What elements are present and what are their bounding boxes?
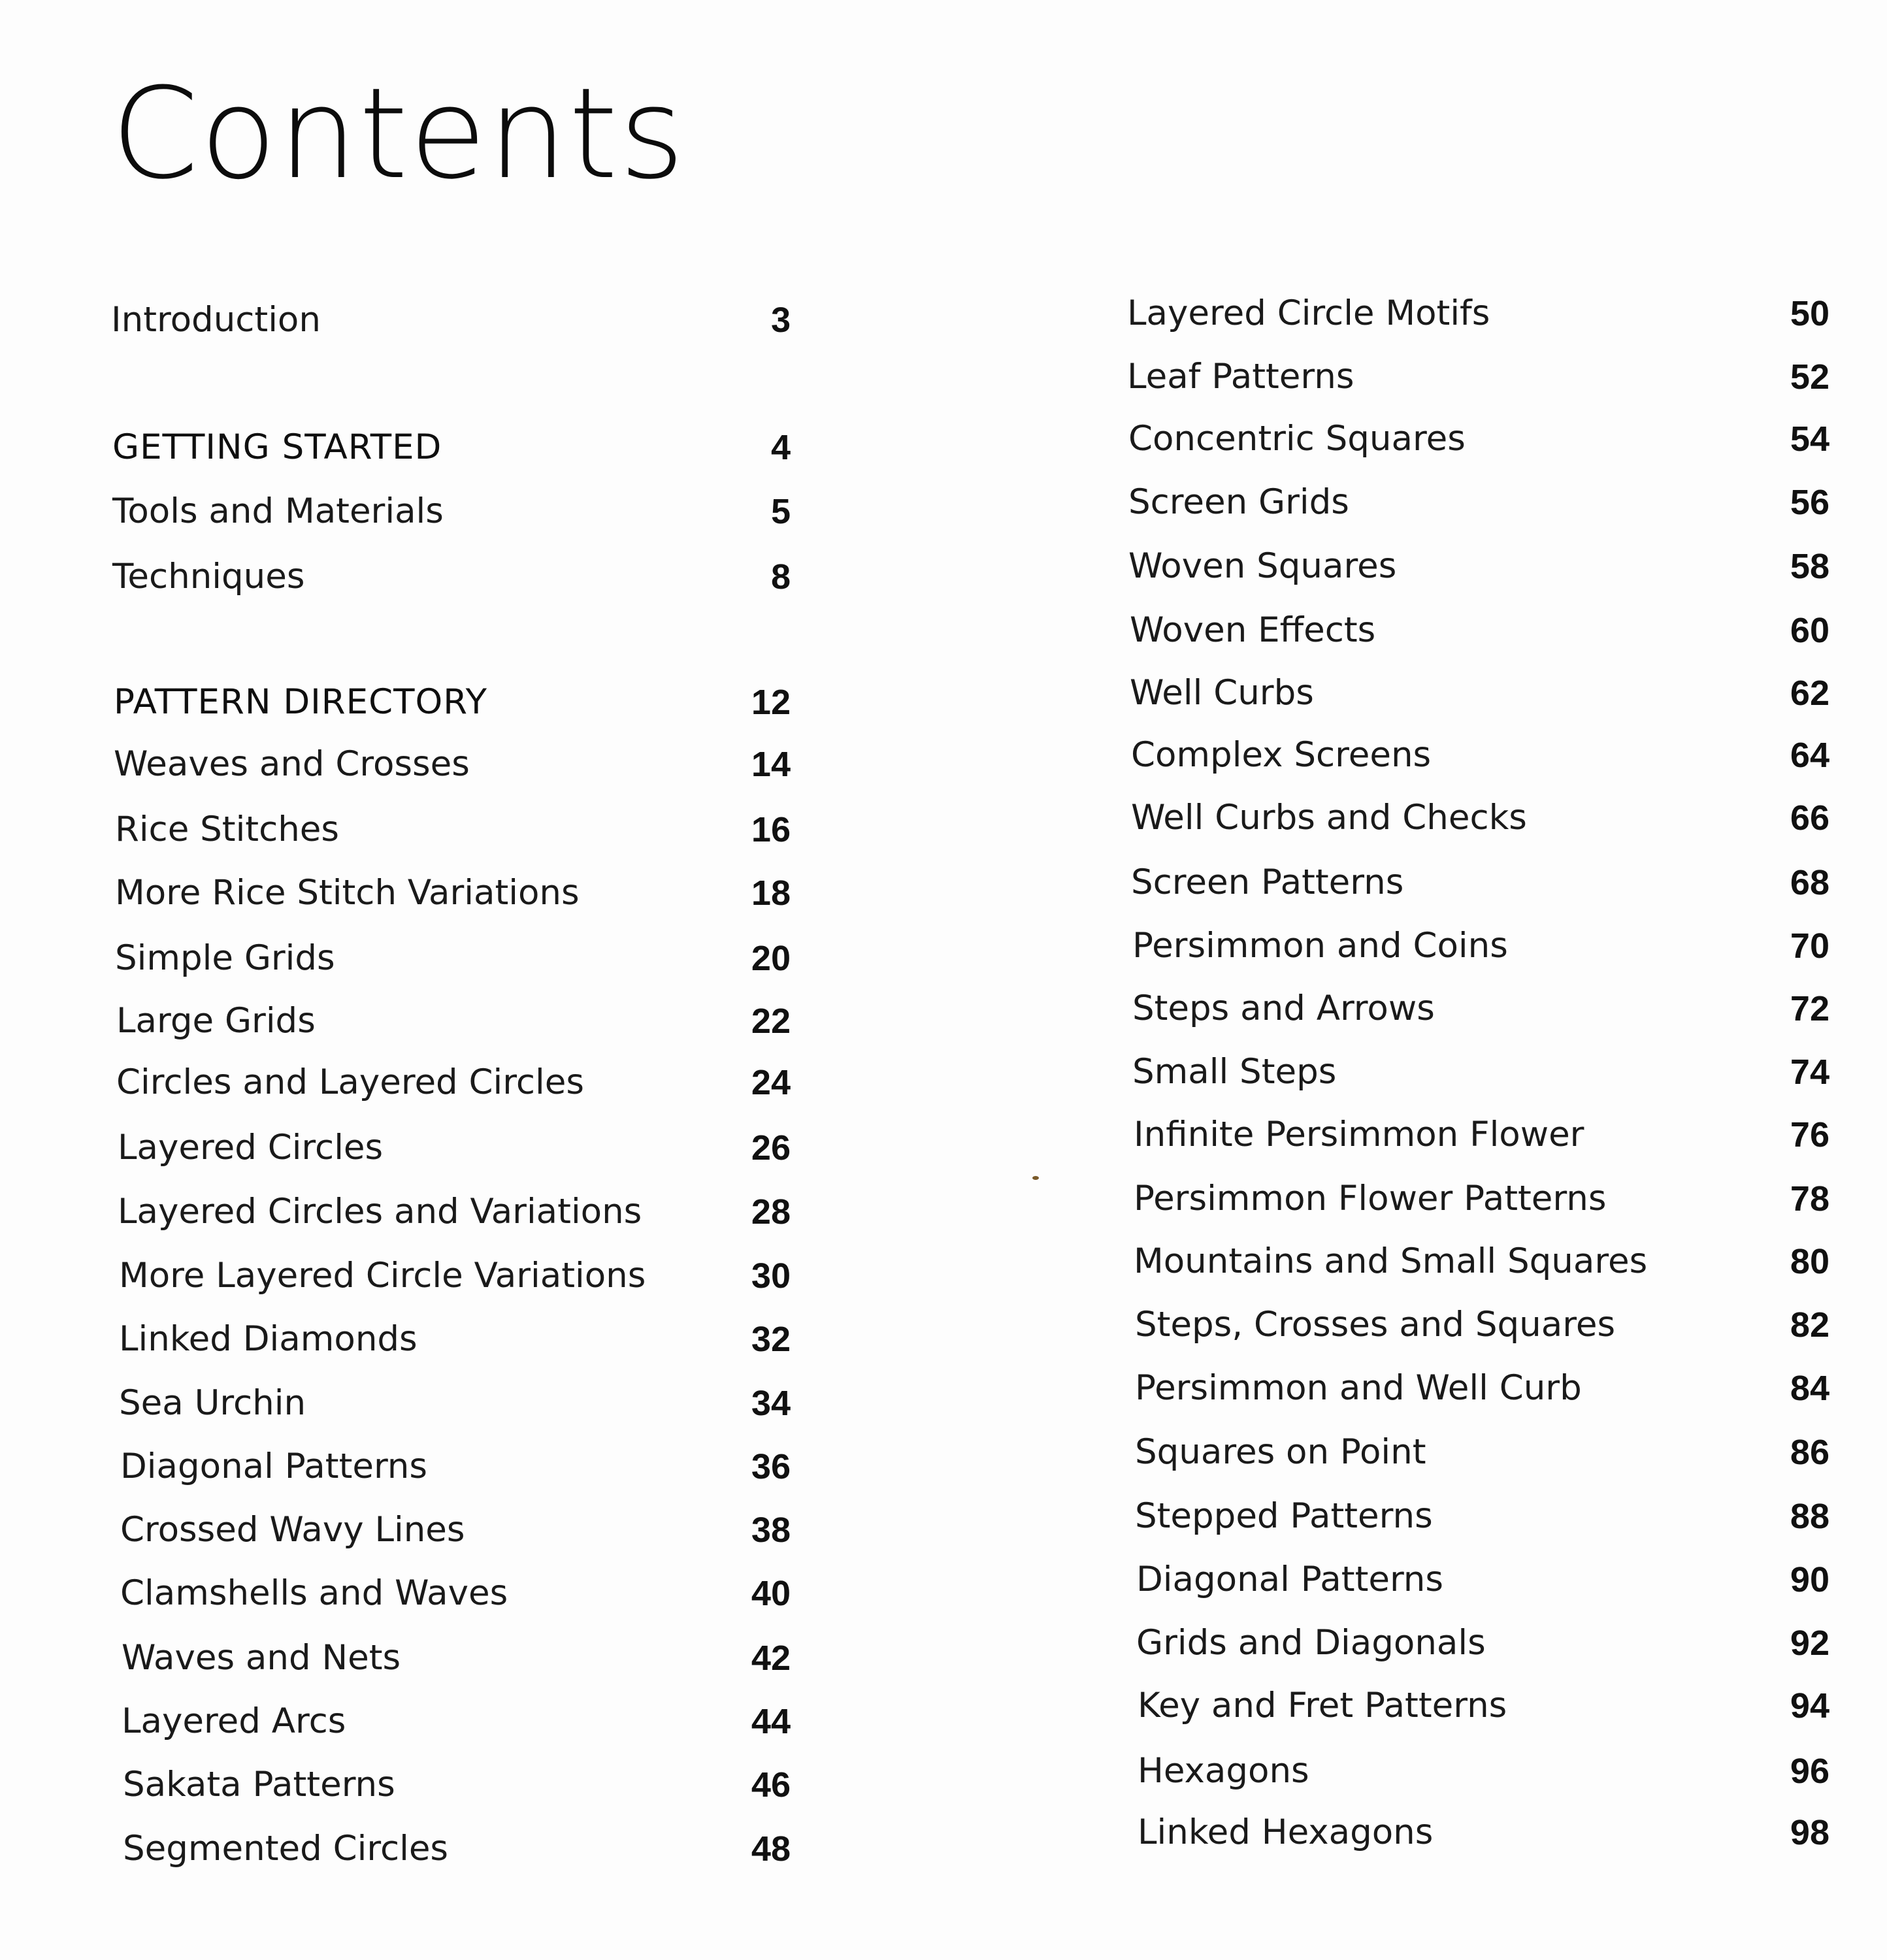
toc-page-number: 20 <box>751 939 791 978</box>
toc-entry <box>111 1826 830 1872</box>
toc-page-number: 52 <box>1790 357 1830 397</box>
toc-right-column <box>1127 0 1843 1960</box>
toc-entry-title: Screen Grids <box>1128 482 1349 522</box>
toc-page-number: 16 <box>751 810 791 849</box>
toc-entry-title: Layered Circle Motifs <box>1127 293 1490 333</box>
toc-page-number: 12 <box>751 683 791 722</box>
toc-entry <box>111 1444 830 1490</box>
toc-entry-title: Large Grids <box>116 1001 316 1041</box>
toc-entry <box>111 1699 830 1744</box>
toc-entry-title: Concentric Squares <box>1128 419 1466 459</box>
toc-page-number: 68 <box>1790 863 1830 902</box>
toc-page-number: 24 <box>751 1063 791 1102</box>
toc-entry <box>1127 1810 1843 1855</box>
toc-entry <box>111 1762 830 1808</box>
toc-page-number: 48 <box>751 1829 791 1869</box>
paper-speck <box>1032 1176 1039 1180</box>
toc-entry <box>111 489 830 534</box>
toc-page-number: 70 <box>1790 926 1830 966</box>
toc-page-number: 66 <box>1790 798 1830 838</box>
toc-page-number: 18 <box>751 874 791 913</box>
toc-page-number: 64 <box>1790 736 1830 775</box>
toc-page-number: 56 <box>1790 483 1830 522</box>
toc-entry <box>1127 1494 1843 1539</box>
toc-page-number: 72 <box>1790 989 1830 1028</box>
toc-entry <box>1127 1683 1843 1729</box>
toc-page-number: 76 <box>1790 1115 1830 1154</box>
toc-entry-title: Persimmon and Coins <box>1132 926 1508 966</box>
toc-left-column <box>111 0 830 1960</box>
toc-entry <box>111 1507 830 1553</box>
toc-page-number: 14 <box>751 745 791 784</box>
toc-page-number: 82 <box>1790 1305 1830 1345</box>
toc-entry-title: Simple Grids <box>115 938 335 978</box>
toc-entry-title: Introduction <box>111 300 321 340</box>
toc-entry-title: Sakata Patterns <box>123 1765 395 1805</box>
toc-entry <box>1127 1176 1843 1222</box>
toc-page-number: 54 <box>1790 419 1830 459</box>
toc-entry-title: More Rice Stitch Variations <box>115 873 580 913</box>
toc-entry-title: Circles and Layered Circles <box>116 1062 584 1102</box>
toc-entry-title: Weaves and Crosses <box>114 744 470 784</box>
toc-page-number: 50 <box>1790 294 1830 333</box>
toc-entry-title: Persimmon and Well Curb <box>1135 1368 1582 1408</box>
page-title: Contents <box>111 61 686 207</box>
toc-page-number: 40 <box>751 1574 791 1613</box>
toc-entry <box>1127 670 1843 716</box>
toc-entry-title: Key and Fret Patterns <box>1138 1686 1507 1725</box>
toc-page-number: 94 <box>1790 1686 1830 1725</box>
toc-entry-title: Steps and Arrows <box>1132 988 1435 1028</box>
toc-entry <box>1127 354 1843 400</box>
toc-entry-title: Crossed Wavy Lines <box>120 1510 465 1550</box>
toc-page-number: 30 <box>751 1256 791 1296</box>
toc-entry <box>111 1316 830 1362</box>
toc-entry-title: Steps, Crosses and Squares <box>1135 1305 1616 1345</box>
toc-entry <box>1127 544 1843 589</box>
toc-page-number: 42 <box>751 1639 791 1678</box>
toc-entry-title: Hexagons <box>1138 1751 1309 1791</box>
toc-page-number: 86 <box>1790 1433 1830 1472</box>
toc-entry-title: Sea Urchin <box>119 1383 306 1423</box>
toc-page-number: 28 <box>751 1192 791 1232</box>
toc-entry <box>1127 860 1843 906</box>
toc-entry <box>1127 1557 1843 1603</box>
toc-entry <box>111 297 830 343</box>
toc-entry <box>1127 795 1843 841</box>
toc-page-number: 92 <box>1790 1624 1830 1663</box>
toc-page-number: 4 <box>770 428 791 467</box>
toc-entry-title: Linked Hexagons <box>1138 1812 1434 1852</box>
toc-entry-title: Grids and Diagonals <box>1136 1623 1486 1663</box>
toc-page-number: 84 <box>1790 1369 1830 1408</box>
toc-entry-title: Woven Effects <box>1130 610 1376 650</box>
toc-entry-title: PATTERN DIRECTORY <box>114 682 487 722</box>
toc-entry-title: Complex Screens <box>1131 735 1432 775</box>
toc-entry-title: Layered Arcs <box>122 1701 346 1741</box>
toc-entry <box>111 554 830 600</box>
toc-page-number: 26 <box>751 1128 791 1168</box>
toc-entry <box>1127 1239 1843 1284</box>
toc-page-number: 88 <box>1790 1497 1830 1536</box>
toc-entry-title: Clamshells and Waves <box>120 1573 508 1613</box>
toc-entry <box>1127 480 1843 525</box>
toc-entry <box>111 1380 830 1426</box>
toc-page-number: 36 <box>751 1447 791 1486</box>
toc-entry-title: Infinite Persimmon Flower <box>1134 1115 1584 1154</box>
toc-entry <box>111 870 830 916</box>
toc-entry-title: Diagonal Patterns <box>120 1446 428 1486</box>
toc-entry <box>1127 1429 1843 1475</box>
toc-entry <box>1127 1620 1843 1666</box>
toc-page-number: 96 <box>1790 1752 1830 1791</box>
toc-entry-title: Screen Patterns <box>1131 862 1404 902</box>
toc-page-number: 38 <box>751 1511 791 1550</box>
toc-entry <box>1127 1748 1843 1794</box>
toc-entry-title: Stepped Patterns <box>1135 1496 1433 1536</box>
toc-page-number: 74 <box>1790 1053 1830 1092</box>
toc-entry <box>111 936 830 981</box>
toc-entry-title: Waves and Nets <box>122 1638 401 1678</box>
toc-entry <box>1127 986 1843 1032</box>
toc-entry-title: Layered Circles and Variations <box>118 1192 642 1232</box>
toc-page-number: 46 <box>751 1765 791 1805</box>
toc-entry <box>111 1635 830 1681</box>
toc-page-number: 80 <box>1790 1242 1830 1281</box>
toc-entry-title: Techniques <box>112 557 305 596</box>
toc-entry <box>1127 1365 1843 1411</box>
toc-entry-title: Persimmon Flower Patterns <box>1134 1179 1607 1218</box>
toc-entry <box>1127 608 1843 653</box>
toc-entry <box>1127 291 1843 336</box>
toc-page-number: 32 <box>751 1320 791 1359</box>
toc-page-number: 3 <box>770 301 791 340</box>
toc-entry <box>1127 416 1843 462</box>
toc-entry <box>1127 923 1843 969</box>
toc-entry-title: Small Steps <box>1132 1052 1337 1092</box>
toc-entry-title: Diagonal Patterns <box>1136 1560 1444 1599</box>
toc-entry <box>1127 1049 1843 1095</box>
toc-entry <box>111 807 830 853</box>
toc-page-number: 5 <box>770 492 791 531</box>
toc-entry <box>111 1253 830 1299</box>
toc-entry-title: Woven Squares <box>1128 546 1397 586</box>
toc-entry-title: Rice Stitches <box>115 809 340 849</box>
toc-entry <box>111 1189 830 1235</box>
toc-entry-title: GETTING STARTED <box>112 427 442 467</box>
toc-entry-title: More Layered Circle Variations <box>119 1256 646 1296</box>
toc-page-number: 98 <box>1790 1813 1830 1852</box>
toc-entry-title: Tools and Materials <box>112 491 444 531</box>
toc-page-number: 62 <box>1790 674 1830 713</box>
toc-section-heading <box>111 425 830 470</box>
toc-page-number: 58 <box>1790 547 1830 586</box>
toc-entry <box>1127 1302 1843 1348</box>
toc-page-number: 8 <box>770 557 791 596</box>
toc-entry <box>111 1571 830 1616</box>
toc-entry <box>1127 1112 1843 1158</box>
toc-section-heading <box>111 679 830 725</box>
toc-entry-title: Layered Circles <box>118 1128 384 1168</box>
toc-entry <box>111 1125 830 1171</box>
toc-entry <box>1127 732 1843 778</box>
toc-entry-title: Linked Diamonds <box>119 1319 418 1359</box>
toc-entry-title: Squares on Point <box>1135 1432 1426 1472</box>
toc-page-number: 22 <box>751 1002 791 1041</box>
toc-entry-title: Leaf Patterns <box>1127 357 1354 397</box>
toc-entry <box>111 742 830 787</box>
toc-page-number: 44 <box>751 1702 791 1741</box>
toc-entry <box>111 998 830 1044</box>
toc-entry-title: Mountains and Small Squares <box>1134 1241 1648 1281</box>
toc-entry-title: Well Curbs <box>1130 673 1314 713</box>
toc-page-number: 90 <box>1790 1560 1830 1599</box>
toc-page-number: 60 <box>1790 611 1830 650</box>
toc-page-number: 34 <box>751 1384 791 1423</box>
toc-entry-title: Well Curbs and Checks <box>1131 798 1527 838</box>
toc-page-number: 78 <box>1790 1179 1830 1218</box>
toc-entry <box>111 1060 830 1105</box>
toc-entry-title: Segmented Circles <box>123 1829 449 1869</box>
